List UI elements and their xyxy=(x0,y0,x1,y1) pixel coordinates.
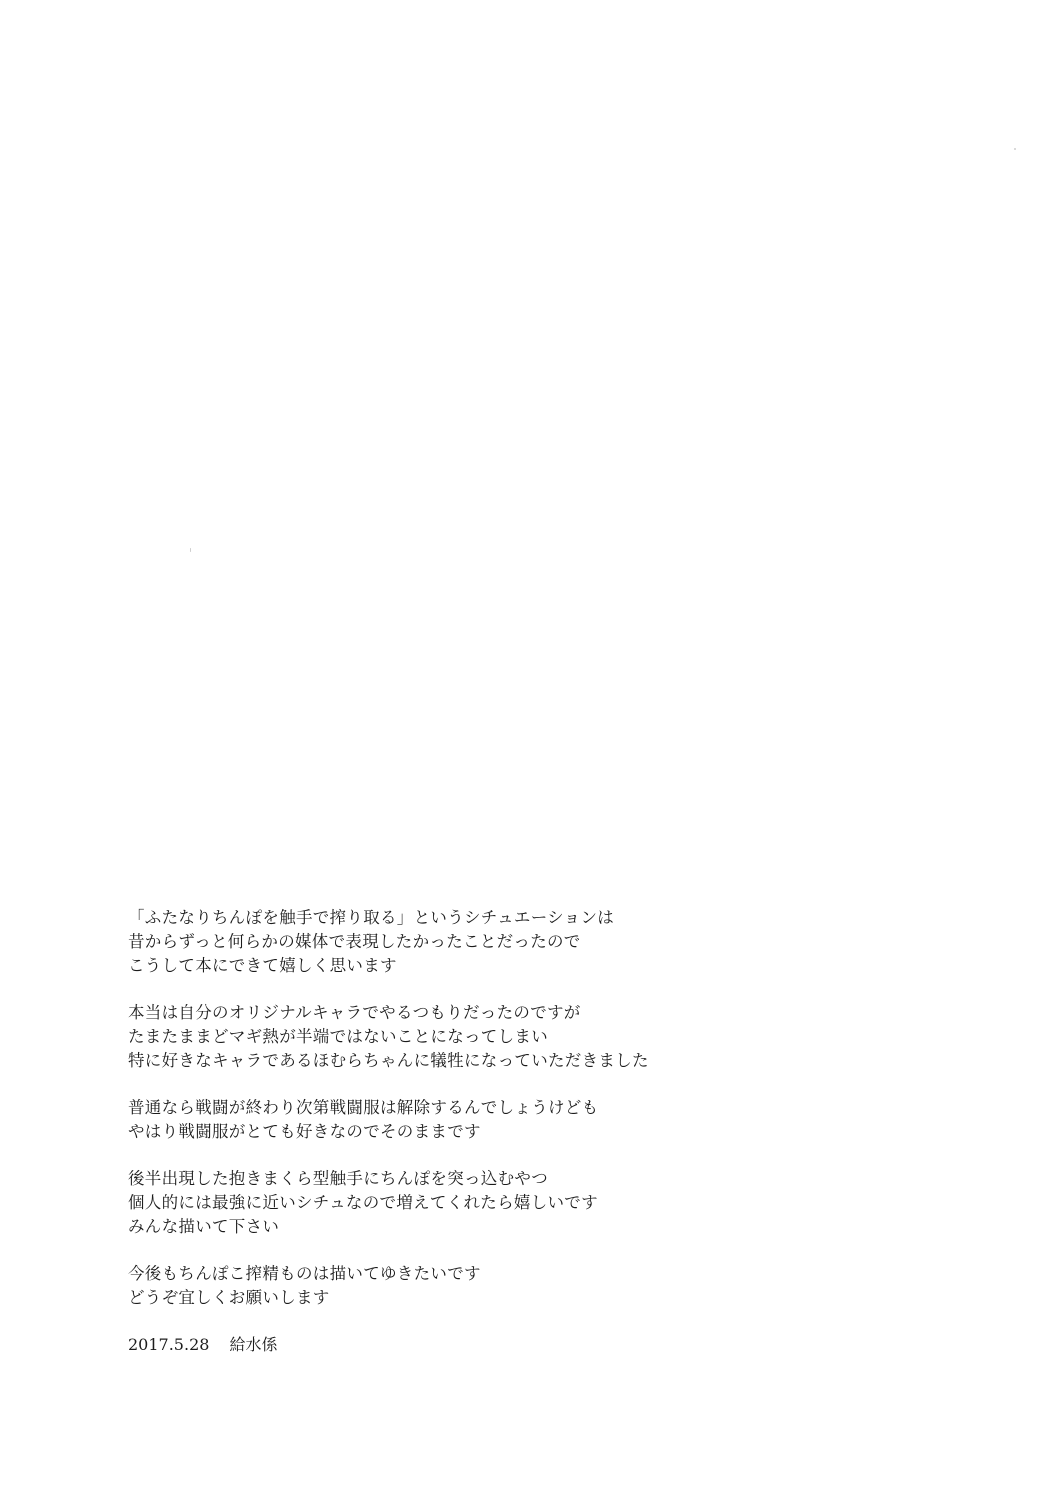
paragraph xyxy=(128,1001,928,1073)
text-line: やはり戦闘服がとても好きなのでそのままです xyxy=(128,1122,481,1141)
paragraph xyxy=(128,1262,928,1310)
signature xyxy=(128,1333,928,1357)
signature-author: 給水係 xyxy=(229,1335,278,1354)
text-line: 特に好きなキャラであるほむらちゃんに犠牲になっていただきました xyxy=(128,1051,649,1070)
afterword xyxy=(128,906,928,1357)
text-line: たまたままどマギ熱が半端ではないことになってしまい xyxy=(128,1027,548,1046)
text-line: 「ふたなりちんぽを触手で搾り取る」というシチュエーションは xyxy=(128,908,615,927)
text-line: こうして本にできて嬉しく思います xyxy=(128,956,397,975)
paragraph xyxy=(128,906,928,978)
paragraph xyxy=(128,1096,928,1144)
text-line: どうぞ宜しくお願いします xyxy=(128,1288,330,1307)
text-line: 今後もちんぽこ搾精ものは描いてゆきたいです xyxy=(128,1264,481,1283)
paper-speck xyxy=(1014,148,1016,150)
text-line: 後半出現した抱きまくら型触手にちんぽを突っ込むやつ xyxy=(128,1169,548,1188)
text-line: 昔からずっと何らかの媒体で表現したかったことだったので xyxy=(128,932,581,951)
paper-speck xyxy=(190,548,191,552)
paragraph xyxy=(128,1167,928,1239)
text-line: 本当は自分のオリジナルキャラでやるつもりだったのですが xyxy=(128,1003,581,1022)
text-line: 個人的には最強に近いシチュなので増えてくれたら嬉しいです xyxy=(128,1193,598,1212)
text-line: みんな描いて下さい xyxy=(128,1217,280,1236)
text-line: 普通なら戦闘が終わり次第戦闘服は解除するんでしょうけども xyxy=(128,1098,599,1117)
signature-date: 2017.5.28 xyxy=(128,1335,210,1354)
